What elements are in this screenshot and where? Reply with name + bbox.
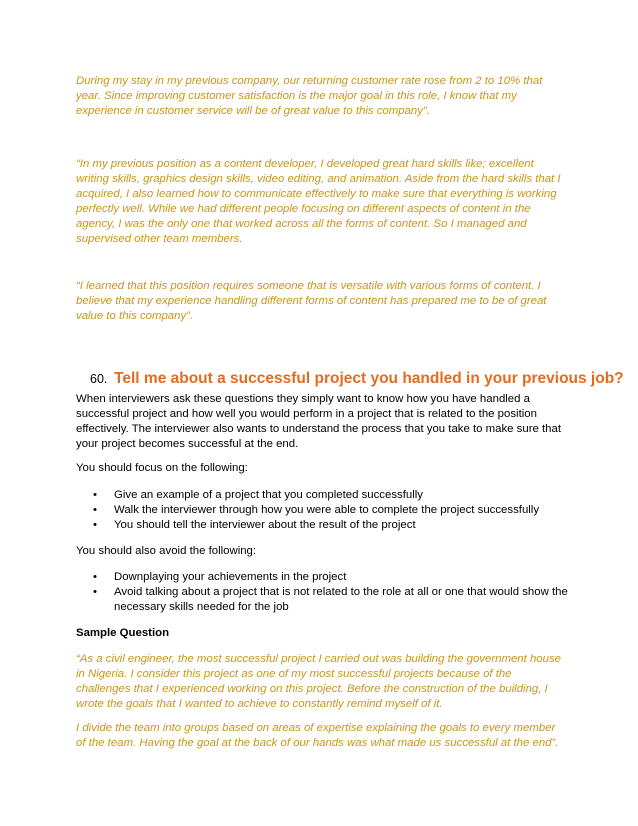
quote-paragraph: During my stay in my previous company, our returning customer rate rose from 2 to 10% that year. Since improving customer satisfaction is the major goal in this role, I know that my experience in customer service will be of great value to this company”. — [76, 75, 543, 117]
section-title: Tell me about a successful project you handled in your previous job? — [114, 370, 624, 387]
list-item: • Avoid talking about a project that is not related to the role at all or one that would show the necessary skills needed for the job — [76, 585, 576, 615]
sample-label: Sample Question — [76, 627, 170, 639]
focus-list — [76, 488, 576, 533]
avoid-label: You should also avoid the following: — [76, 545, 257, 557]
intro-paragraph: When interviewers ask these questions they simply want to know how you have handled a successful project and how well you would perform in a project that is related to the position effectively. The interviewer also wants to understand the process that you take to make sure that your project becomes successful at the end. — [76, 393, 561, 450]
quote-paragraph: “In my previous position as a content developer, I developed great hard skills like; excellent writing skills, graphics design skills, video editing, and animation. Aside from the hard skills that I acquired, I also learned how to communicate effectively to make sure that everything is working perfectly well. While we had different people focusing on different aspects of content in the agency, I was the only one that worked across all the forms of content. So I managed and supervised other team members. — [76, 158, 561, 245]
list-item: • You should tell the interviewer about the result of the project — [76, 518, 576, 533]
list-item: • Downplaying your achievements in the project — [76, 570, 576, 585]
section-number: 60. — [90, 372, 108, 386]
section-heading — [90, 362, 624, 390]
sample-quote-paragraph: “As a civil engineer, the most successful project I carried out was building the government house in Nigeria. I consider this project as one of my most successful projects because of the challenges that I experienced working on this project. Before the construction of the building, I wrote the goals that I wanted to achieve to constantly remind myself of it. — [76, 653, 561, 710]
list-item: • Walk the interviewer through how you were able to complete the project successfully — [76, 503, 576, 518]
sample-quote-paragraph: I divide the team into groups based on areas of expertise explaining the goals to every member of the team. Having the goal at the back of our hands was what made us successful at the end”. — [76, 722, 559, 749]
avoid-list — [76, 570, 576, 615]
quote-paragraph: “I learned that this position requires someone that is versatile with various forms of content. I believe that my experience handling different forms of content has prepared me to be of great value to this company”. — [76, 280, 547, 322]
list-item: • Give an example of a project that you completed successfully — [76, 488, 576, 503]
focus-label: You should focus on the following: — [76, 462, 248, 474]
